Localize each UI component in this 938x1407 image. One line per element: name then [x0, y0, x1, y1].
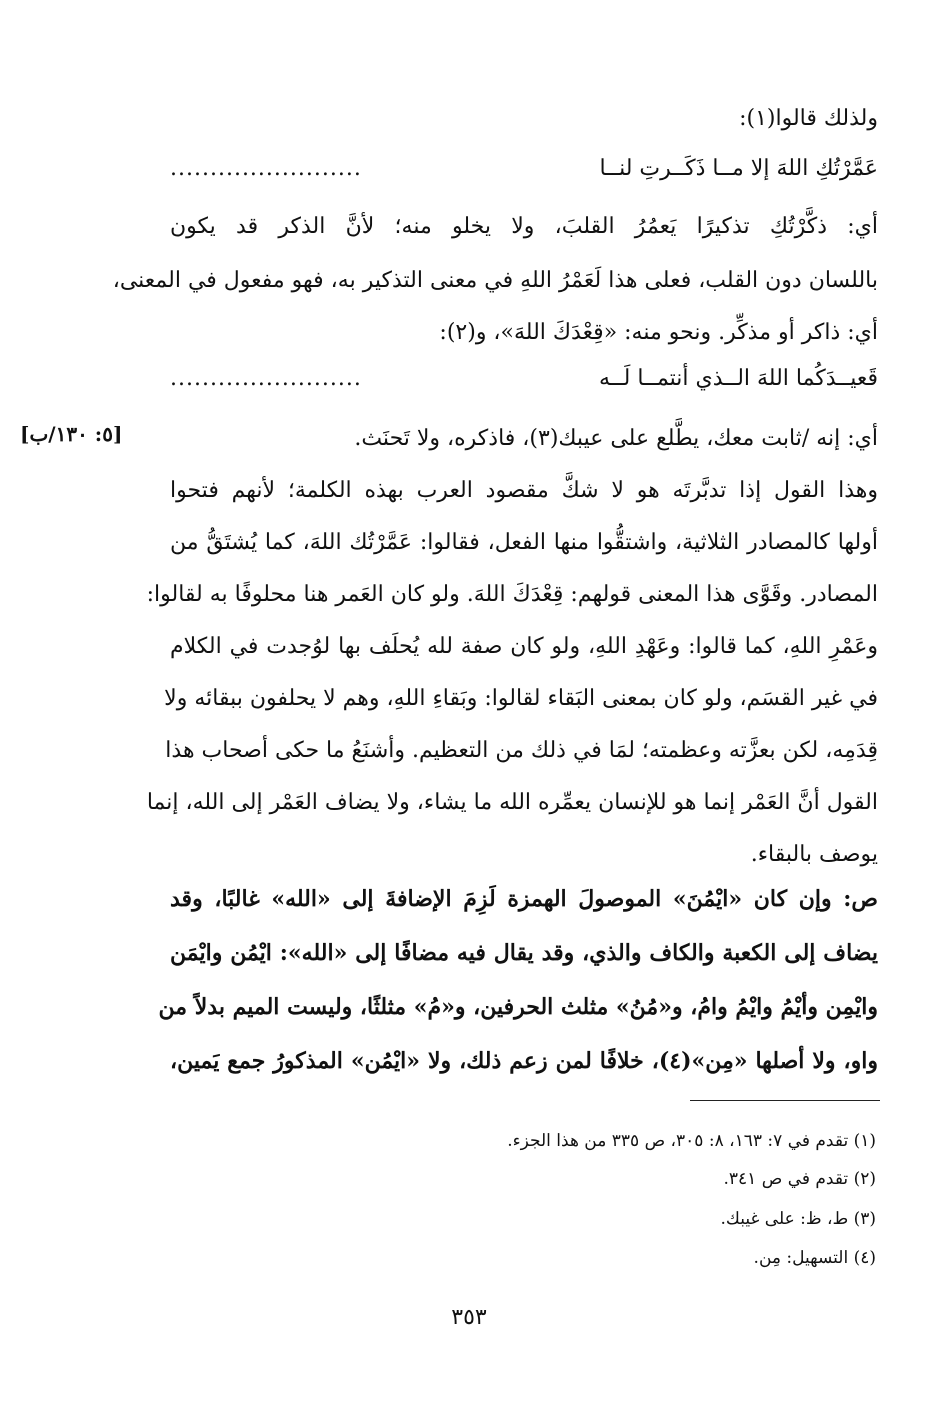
para3-line-1: ص: وإن كان «ايْمُنَ» الموصولَ الهمزة لَزِمَ الإضافةَ إلى «الله» غالبًا، وقد — [170, 886, 878, 912]
verse-2 — [170, 362, 878, 396]
para3-line-3: وايْمِن وأيْمُ وايْمُ وامُ، و«مُنُ» مثلث الحرفين، و«مُ» مثلثًا، وليست الميم بدلاً من — [158, 994, 878, 1020]
verse-2-first-hemistich: قَعيــدَكُما اللهَ الــذي أنتمــا لَــه — [598, 366, 878, 391]
footnote-3: (٣) ط، ظ: على غيبك. — [720, 1209, 876, 1229]
para2-line-8: القول أنَّ العَمْر إنما هو للإنسان يعمِّره الله ما يشاء، ولا يضاف العَمْر إلى الله، إنما — [146, 790, 878, 815]
page-number: ٣٥٣ — [451, 1305, 487, 1330]
footnote-2: (٢) تقدم في ص ٣٤١. — [723, 1169, 876, 1189]
para2-line-7: قِدَمِه، لكن بعزَّته وعظمته؛ لمَا في ذلك من التعظيم. وأشنَعُ ما حكى أصحاب هذا — [165, 738, 878, 763]
verse-1 — [170, 152, 878, 186]
para1-line-3: أي: ذاكر أو مذكِّر. ونحو منه: «قِعْدَكَ اللهَ»، و(٢): — [439, 320, 878, 345]
para1-line-1: أي: ذكَّرْتُكِ تذكيرًا يَعمُرُ القلبَ، ولا يخلو منه؛ لأنَّ الذكر قد يكون — [170, 214, 878, 239]
para2-line-4: المصادر. وقَوَّى هذا المعنى قولهم: قِعْدَكَ اللهَ. ولو كان العَمر هنا محلوفًا به لقالوا: — [146, 582, 878, 607]
para1-line-2: باللسان دون القلب، فعلى هذا لَعَمْرُ اللهِ في معنى التذكير به، فهو مفعول في المعنى، — [112, 268, 878, 293]
manuscript-folio-reference: [٥: ١٣٠/ب] — [20, 422, 123, 446]
para2-line-3: أولها كالمصادر الثلاثية، واشتقُّوا منها الفعل، فقالوا: عَمَّرْتُك اللهَ، كما يُشتَقُّ من — [170, 530, 878, 555]
para2-line-5: وعَمْرِ اللهِ، كما قالوا: وعَهْدِ اللهِ، ولو كان صفة لله يُحلَف بها لوُجدت في الكلام — [170, 634, 878, 659]
verse-1-second-hemistich: ........................ — [170, 156, 362, 181]
footnote-1: (١) تقدم في ٧: ١٦٣، ٨: ٣٠٥، ص ٣٣٥ من هذا الجزء. — [507, 1131, 876, 1151]
verse-2-second-hemistich: ........................ — [170, 366, 362, 391]
para2-line-9: يوصف بالبقاء. — [750, 842, 878, 867]
para3-line-2: يضاف إلى الكعبة والكاف والذي، وقد يقال فيه مضافًا إلى «الله»: ايْمُن وايْمَن — [170, 940, 878, 966]
intro-line: ولذلك قالوا(١): — [739, 106, 878, 131]
para2-line-2: وهذا القول إذا تدبَّرتَه هو لا شكَّ مقصود العرب بهذه الكلمة؛ لأنهم فتحوا — [170, 478, 878, 503]
footnote-separator — [690, 1100, 880, 1101]
verse-1-first-hemistich: عَمَّرْتُكِ اللهَ إلا مــا ذَكَــرتِ لنــا — [599, 156, 878, 181]
para2-line-1: أي: إنه /ثابت معك، يطَّلع على عيبك(٣)، فاذكره، ولا تَحنَث. — [354, 426, 878, 451]
para3-line-4: واو، ولا أصلها «مِن»(٤)، خلافًا لمن زعم ذلك، ولا «ايْمُن» المذكورُ جمع يَمين، — [170, 1048, 878, 1074]
footnote-4: (٤) التسهيل: مِن. — [753, 1248, 876, 1268]
para2-line-6: في غير القسَم، ولو كان بمعنى البَقاء لقالوا: وبَقاءِ اللهِ، وهم لا يحلفون ببقائه ولا — [164, 686, 878, 711]
